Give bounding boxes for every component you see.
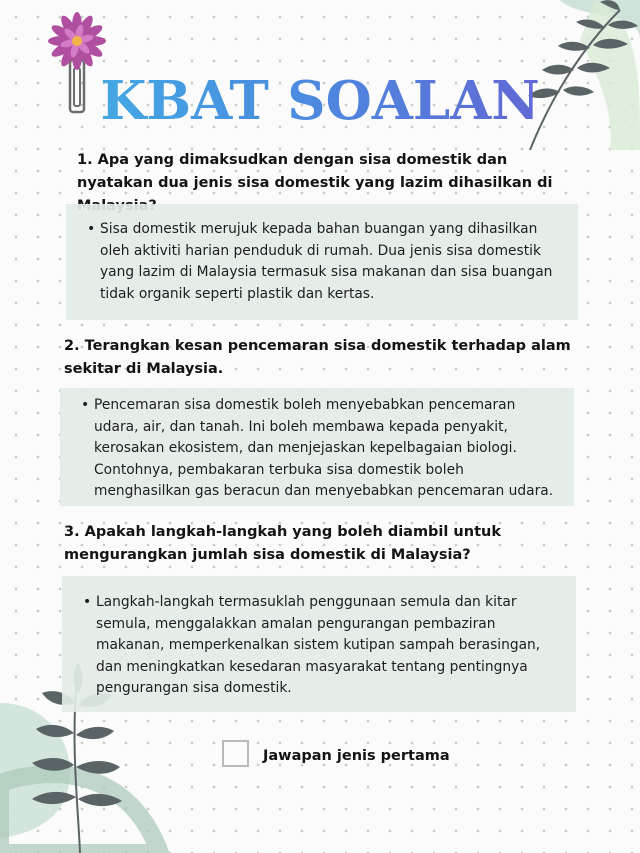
question-3: 3. Apakah langkah-langkah yang boleh diambil untuk mengurangkan jumlah sisa domestik di Malaysia? [64,524,501,563]
page-title: KBAT SOALAN [0,70,640,132]
answer-box-3 [62,576,576,712]
answer-box-2 [60,388,574,506]
answer-box-1 [66,204,578,320]
answer-item-2: • Pencemaran sisa domestik boleh menyebabkan pencemaran udara, air, dan tanah. Ini boleh membawa kepada penyakit, kerosakan ekosistem, dan menjejaskan kepelbagaian biologi. Contohnya, pembakaran terbuka sisa domestik boleh menghasilkan gas beracun dan menyebabkan pencemaran udara. [94,395,562,503]
question-2: 2. Terangkan kesan pencemaran sisa domestik terhadap alam sekitar di Malaysia. [64,338,571,377]
answer-list-3 [62,592,562,700]
answer-item-1: • Sisa domestik merujuk kepada bahan buangan yang dihasilkan oleh aktiviti harian penduduk di rumah. Dua jenis sisa domestik yang lazim di Malaysia termasuk sisa makanan dan sisa buangan tidak organik seperti plastik dan kertas. [100,219,558,305]
checkbox-label: Jawapan jenis pertama [263,748,450,764]
question-1: 1. Apa yang dimaksudkan dengan sisa domestik dan nyatakan dua jenis sisa domestik yang lazim dihasilkan di [77,152,553,191]
answer-item-3: • Langkah-langkah termasuklah penggunaan semula dan kitar semula, menggalakkan amalan pengurangan pembaziran makanan, memperkenalkan sistem kutipan sampah berasingan, dan meningkatkan kesedaran masyarakat tentang pentingnya pengurangan sisa domestik. [96,592,562,700]
answer-checkbox[interactable] [222,740,249,767]
answer-list-2 [60,395,562,503]
answer-list-1 [66,219,558,305]
